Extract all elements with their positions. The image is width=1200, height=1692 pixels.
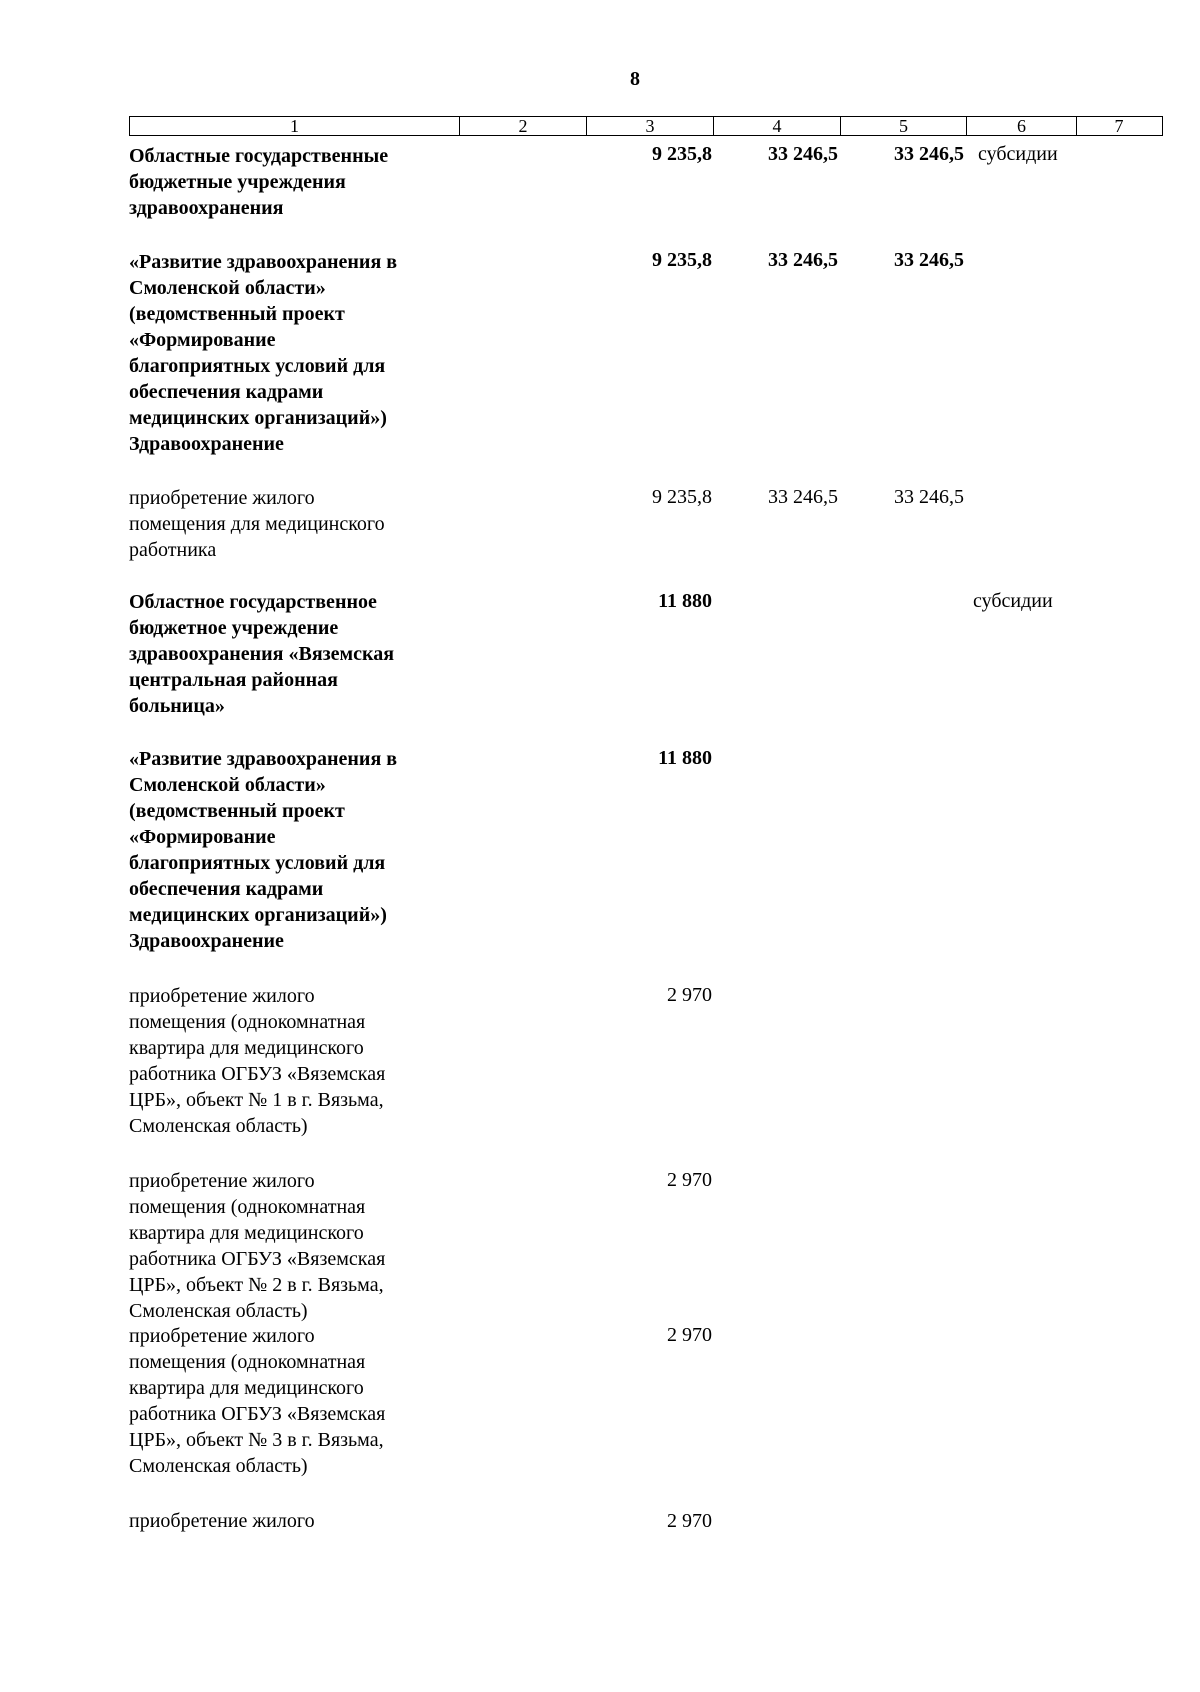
- row-7-col3: 2 970: [667, 1324, 712, 1346]
- row-4-name: «Развитие здравоохранения в Смоленской области» (ведомственный проект «Формирование благоприятных условий для обеспечения кадрами медицинских организаций») Здравоохранение: [129, 748, 398, 952]
- row-0-col6: субсидии: [978, 143, 1058, 165]
- row-3-col6: субсидии: [973, 590, 1053, 612]
- header-col-7: 7: [1114, 116, 1124, 136]
- row-1-name: «Развитие здравоохранения в Смоленской области» (ведомственный проект «Формирование благоприятных условий для обеспечения кадрами медицинских организаций») Здравоохранение: [129, 251, 398, 455]
- header-col-3: 3: [587, 117, 714, 135]
- row-0-col5: 33 246,5: [894, 143, 964, 165]
- row-2-col3: 9 235,8: [652, 486, 712, 508]
- row-8-name: приобретение жилого: [129, 1510, 315, 1532]
- row-7-name: приобретение жилого помещения (однокомнатная квартира для медицинского работника ОГБУЗ «Вяземская ЦРБ», объект № 3 в г. Вязьма, Смоленская область): [129, 1325, 386, 1477]
- row-5-col3: 2 970: [667, 984, 712, 1006]
- row-1-col5: 33 246,5: [894, 249, 964, 271]
- header-col-1: 1: [130, 117, 460, 135]
- row-2-name: приобретение жилого помещения для медицинского работника: [129, 487, 385, 561]
- row-6-col3: 2 970: [667, 1169, 712, 1191]
- row-6-name: приобретение жилого помещения (однокомнатная квартира для медицинского работника ОГБУЗ «Вяземская ЦРБ», объект № 2 в г. Вязьма, Смоленская область): [129, 1170, 386, 1322]
- row-1-col3: 9 235,8: [652, 249, 712, 271]
- row-2-col5: 33 246,5: [894, 486, 964, 508]
- page-number: 8: [630, 68, 640, 90]
- header-col-6: 6: [967, 117, 1077, 135]
- row-0-name: Областные государственные бюджетные учреждения здравоохранения: [129, 145, 389, 219]
- row-3-col3: 11 880: [658, 590, 712, 612]
- header-col-5: 5: [841, 117, 967, 135]
- row-1-col4: 33 246,5: [768, 249, 838, 271]
- row-8-col3: 2 970: [667, 1510, 712, 1532]
- row-0-col3: 9 235,8: [652, 143, 712, 165]
- header-col-4: 4: [714, 117, 841, 135]
- row-4-col3: 11 880: [658, 747, 712, 769]
- header-col-2: 2: [460, 117, 587, 135]
- row-3-name: Областное государственное бюджетное учреждение здравоохранения «Вяземская центральная районная больница»: [129, 591, 395, 717]
- row-5-name: приобретение жилого помещения (однокомнатная квартира для медицинского работника ОГБУЗ «Вяземская ЦРБ», объект № 1 в г. Вязьма, Смоленская область): [129, 985, 386, 1137]
- row-2-col4: 33 246,5: [768, 486, 838, 508]
- row-0-col4: 33 246,5: [768, 143, 838, 165]
- table-header-row: [129, 116, 1163, 136]
